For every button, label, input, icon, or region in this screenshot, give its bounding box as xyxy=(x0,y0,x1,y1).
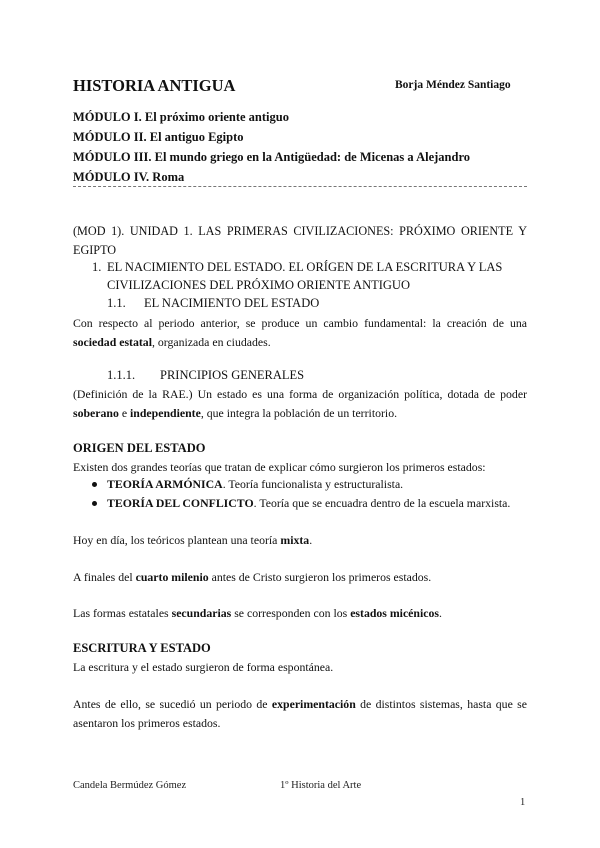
paragraph-definicion-estado xyxy=(73,385,527,423)
subsection-1-1-title: EL NACIMIENTO DEL ESTADO xyxy=(144,296,320,310)
section-1-title-line2: CIVILIZACIONES DEL PRÓXIMO ORIENTE ANTIGUO xyxy=(107,278,410,292)
heading-origen-del-estado: ORIGEN DEL ESTADO xyxy=(73,441,206,455)
footer-course: 1º Historia del Arte xyxy=(280,780,362,791)
paragraph-text: (Definición de la RAE.) Un estado es una forma de organización política, dotada de poder xyxy=(73,387,527,401)
section-1-number: 1. xyxy=(92,260,102,274)
bold-term: cuarto milenio xyxy=(135,570,209,584)
paragraph-formas-secundarias xyxy=(73,604,442,623)
bold-term: experimentación xyxy=(271,697,356,711)
subsection-1-1-number: 1.1. xyxy=(107,296,126,310)
author-name: Borja Méndez Santiago xyxy=(395,79,511,91)
bold-term: soberano xyxy=(73,406,119,420)
paragraph-text: Las formas estatales xyxy=(73,606,172,620)
document-title: HISTORIA ANTIGUA xyxy=(73,76,236,95)
paragraph-text: Hoy en día, los teóricos plantean una teoría xyxy=(73,533,281,547)
bullet-teoria-conflicto xyxy=(92,496,510,511)
bullet-dot-icon xyxy=(92,482,97,487)
paragraph-text: , que integra la población de un territorio. xyxy=(200,406,398,420)
paragraph-text: , organizada en ciudades. xyxy=(151,335,271,349)
paragraph-text: se corresponden con los xyxy=(231,606,351,620)
paragraph-text: . xyxy=(438,606,442,620)
bold-term: secundarias xyxy=(171,606,232,620)
bold-term: sociedad estatal xyxy=(73,335,152,349)
bullet-text: . Teoría funcionalista y estructuralista. xyxy=(222,477,404,491)
bold-term: mixta xyxy=(280,533,310,547)
paragraph-text: de distintos sistemas, hasta que se asentaron los primeros estados. xyxy=(73,697,527,730)
module-1: MÓDULO I. El próximo oriente antiguo xyxy=(73,110,289,124)
page-number: 1 xyxy=(520,797,526,808)
module-3: MÓDULO III. El mundo griego en la Antigüedad: de Micenas a Alejandro xyxy=(73,150,471,164)
paragraph-text: . xyxy=(309,533,313,547)
unit-heading-text: (MOD 1). UNIDAD 1. LAS PRIMERAS CIVILIZACIONES: PRÓXIMO ORIENTE Y EGIPTO xyxy=(73,224,527,257)
bold-term: TEORÍA DEL CONFLICTO xyxy=(107,496,254,510)
paragraph-text: Con respecto al periodo anterior, se produce un cambio fundamental: la creación de una xyxy=(73,316,527,330)
paragraph-text: A finales del xyxy=(73,570,136,584)
section-1-title-line1: EL NACIMIENTO DEL ESTADO. EL ORÍGEN DE LA ESCRITURA Y LAS xyxy=(107,260,503,274)
subsection-1-1-1-title: PRINCIPIOS GENERALES xyxy=(160,368,305,382)
module-4: MÓDULO IV. Roma xyxy=(73,170,185,184)
paragraph-text: e xyxy=(118,406,131,420)
bold-term: estados micénicos xyxy=(350,606,439,620)
dashed-divider xyxy=(73,186,527,187)
paragraph-sociedad-estatal xyxy=(73,314,527,352)
paragraph-experimentacion xyxy=(73,695,527,733)
paragraph-cuarto-milenio xyxy=(73,568,431,587)
heading-escritura-y-estado: ESCRITURA Y ESTADO xyxy=(73,641,211,655)
bullet-teoria-armonica xyxy=(92,477,403,492)
bold-term: independiente xyxy=(130,406,201,420)
bullet-text: . Teoría que se encuadra dentro de la escuela marxista. xyxy=(253,496,511,510)
bold-term: TEORÍA ARMÓNICA xyxy=(107,477,223,491)
bullet-dot-icon xyxy=(92,501,97,506)
escritura-line: La escritura y el estado surgieron de forma espontánea. xyxy=(73,660,334,674)
subsection-1-1-1-number: 1.1.1. xyxy=(107,368,136,382)
footer-student-name: Candela Bermúdez Gómez xyxy=(73,780,187,791)
unit-heading xyxy=(73,222,527,260)
module-2: MÓDULO II. El antiguo Egipto xyxy=(73,130,244,144)
paragraph-text: antes de Cristo surgieron los primeros estados. xyxy=(208,570,432,584)
origen-intro: Existen dos grandes teorías que tratan de explicar cómo surgieron los primeros estados: xyxy=(73,460,486,474)
paragraph-teoria-mixta xyxy=(73,531,312,550)
paragraph-text: Antes de ello, se sucedió un periodo de xyxy=(73,697,272,711)
